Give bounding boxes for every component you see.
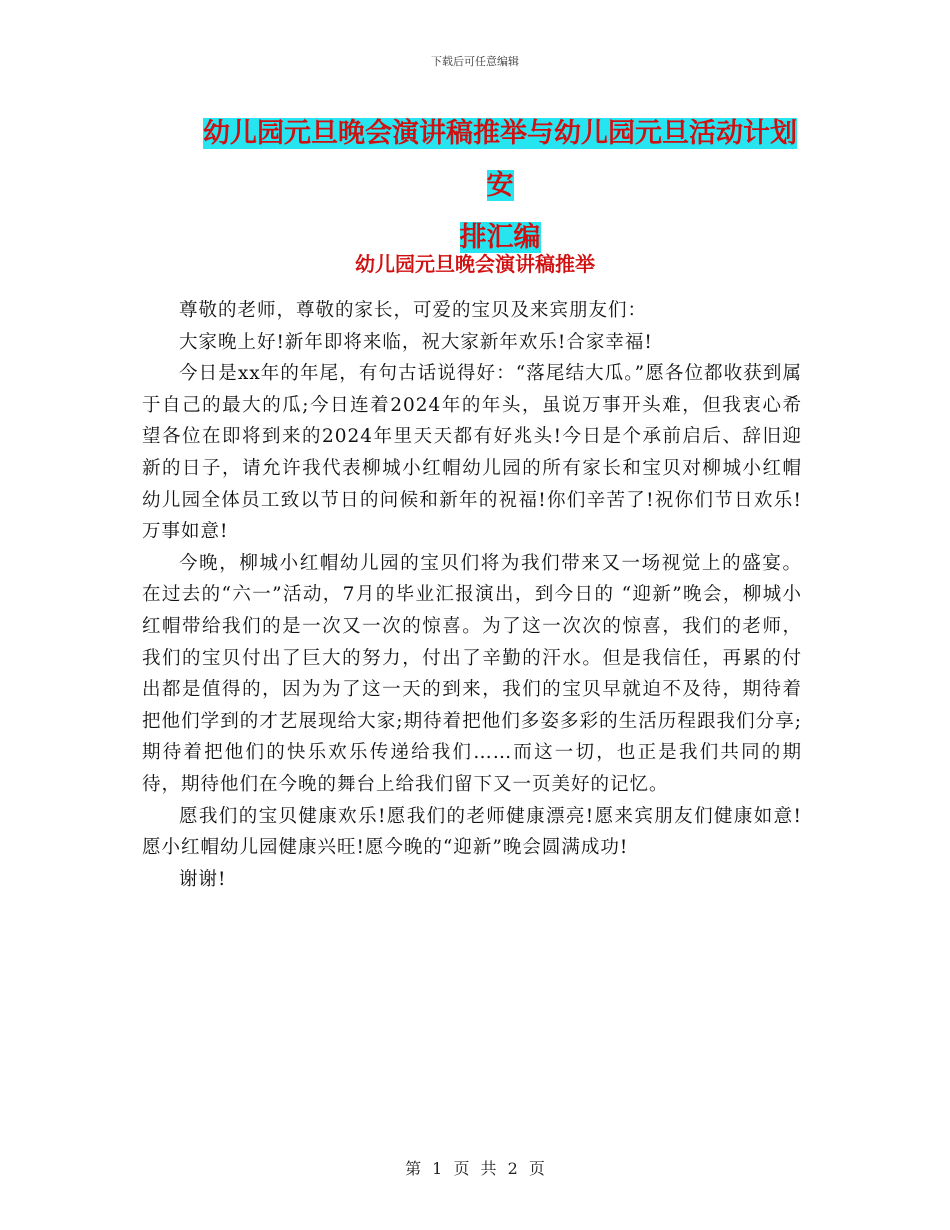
paragraph-year-end: 今日是xx年的年尾，有句古话说得好：“落尾结大瓜。”愿各位都收获到属于自己的最大的瓜;今日连着2024年的年头，虽说万事开头难，但我衷心希望各位在即将到来的2024年里天天都有好兆头!今日是个承前启后、辞旧迎新的日子，请允许我代表柳城小红帽幼儿园的所有家长和宝贝对柳城小红帽幼儿园全体员工致以节日的问候和新年的祝福!你们辛苦了!祝你们节日欢乐!万事如意! bbox=[142, 363, 802, 543]
paragraph-opening: 大家晚上好!新年即将来临，祝大家新年欢乐!合家幸福! bbox=[179, 331, 653, 353]
speech-body bbox=[142, 295, 802, 895]
paragraph-greeting: 尊敬的老师，尊敬的家长，可爱的宝贝及来宾朋友们： bbox=[179, 300, 648, 321]
document-title bbox=[190, 108, 810, 264]
section-title: 幼儿园元旦晚会演讲稿推举 bbox=[355, 252, 595, 276]
header-note: 下载后可任意编辑 bbox=[431, 55, 519, 68]
document-title-line-1: 幼儿园元旦晚会演讲稿推举与幼儿园元旦活动计划安 bbox=[203, 118, 797, 201]
document-title-line-2: 排汇编 bbox=[459, 222, 541, 253]
paragraph-performance: 今晚，柳城小红帽幼儿园的宝贝们将为我们带来又一场视觉上的盛宴。在过去的“六一”活动，7月的毕业汇报演出，到今日的 “迎新”晚会，柳城小红帽带给我们的是一次又一次的惊喜。为了这一次次的惊喜，我们的老师，我们的宝贝付出了巨大的努力，付出了辛勤的汗水。但是我信任，再累的付出都是值得的，因为为了这一天的到来，我们的宝贝早就迫不及待，期待着把他们学到的才艺展现给大家;期待着把他们多姿多彩的生活历程跟我们分享;期待着把他们的快乐欢乐传递给我们……而这一切，也正是我们共同的期待，期待他们在今晚的舞台上给我们留下又一页美好的记忆。 bbox=[142, 552, 802, 795]
paragraph-wishes: 愿我们的宝贝健康欢乐!愿我们的老师健康漂亮!愿来宾朋友们健康如意!愿小红帽幼儿园健康兴旺!愿今晚的“迎新”晚会圆满成功! bbox=[142, 805, 802, 859]
paragraph-thanks: 谢谢! bbox=[179, 868, 227, 890]
page-footer: 第 1 页 共 2 页 bbox=[405, 1159, 545, 1178]
